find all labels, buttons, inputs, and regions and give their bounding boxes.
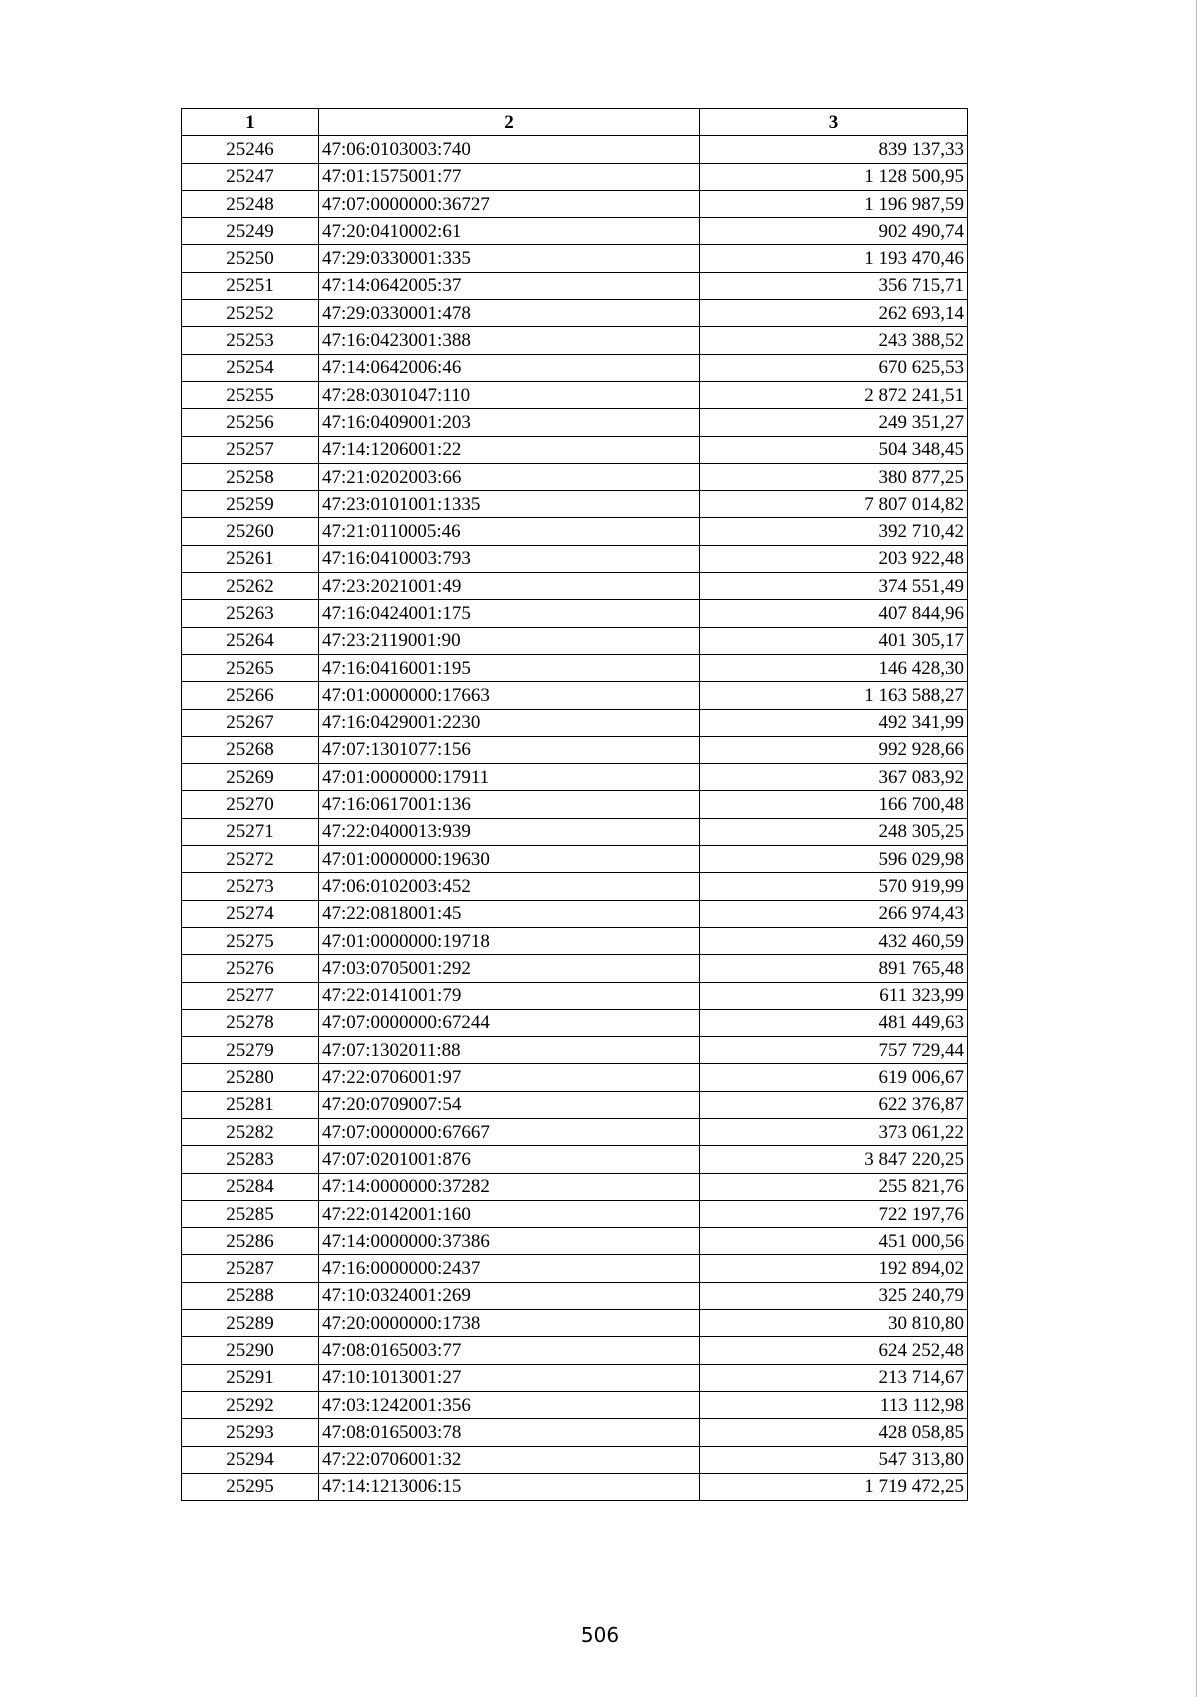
cadastral-value-cell: 992 928,66 — [700, 736, 968, 763]
cadastral-value-cell: 2 872 241,51 — [700, 381, 968, 408]
row-number-cell: 25264 — [182, 627, 319, 654]
row-number-cell: 25257 — [182, 436, 319, 463]
cadastral-number-cell: 47:10:1013001:27 — [319, 1364, 700, 1391]
page-edge-line — [1196, 0, 1197, 1697]
cadastral-number-cell: 47:16:0429001:2230 — [319, 709, 700, 736]
row-number-cell: 25273 — [182, 873, 319, 900]
table-row — [182, 982, 968, 1009]
table-row — [182, 1037, 968, 1064]
cadastral-number-cell: 47:29:0330001:478 — [319, 300, 700, 327]
row-number-cell: 25291 — [182, 1364, 319, 1391]
cadastral-number-cell: 47:07:0000000:67667 — [319, 1118, 700, 1145]
table-row — [182, 1255, 968, 1282]
cadastral-value-cell: 1 196 987,59 — [700, 190, 968, 217]
table-row — [182, 764, 968, 791]
cadastral-value-cell: 1 193 470,46 — [700, 245, 968, 272]
row-number-cell: 25251 — [182, 272, 319, 299]
cadastral-number-cell: 47:03:0705001:292 — [319, 955, 700, 982]
table-row — [182, 163, 968, 190]
cadastral-number-cell: 47:16:0409001:203 — [319, 409, 700, 436]
row-number-cell: 25281 — [182, 1091, 319, 1118]
cadastral-value-cell: 622 376,87 — [700, 1091, 968, 1118]
cadastral-number-cell: 47:22:0141001:79 — [319, 982, 700, 1009]
cadastral-number-cell: 47:01:0000000:17663 — [319, 682, 700, 709]
table-row — [182, 573, 968, 600]
cadastral-value-cell: 146 428,30 — [700, 654, 968, 681]
cadastral-number-cell: 47:14:0642005:37 — [319, 272, 700, 299]
cadastral-number-cell: 47:16:0424001:175 — [319, 600, 700, 627]
table-row — [182, 1310, 968, 1337]
cadastral-value-cell: 166 700,48 — [700, 791, 968, 818]
row-number-cell: 25288 — [182, 1282, 319, 1309]
table-row — [182, 1337, 968, 1364]
table-row — [182, 846, 968, 873]
table-row — [182, 1446, 968, 1473]
cadastral-value-cell: 432 460,59 — [700, 927, 968, 954]
cadastral-value-cell: 451 000,56 — [700, 1228, 968, 1255]
table-row — [182, 1091, 968, 1118]
cadastral-value-cell: 262 693,14 — [700, 300, 968, 327]
cadastral-number-cell: 47:01:0000000:19718 — [319, 927, 700, 954]
cadastral-value-cell: 670 625,53 — [700, 354, 968, 381]
cadastral-value-cell: 891 765,48 — [700, 955, 968, 982]
cadastral-value-cell: 213 714,67 — [700, 1364, 968, 1391]
cadastral-value-cell: 392 710,42 — [700, 518, 968, 545]
cadastral-number-cell: 47:20:0709007:54 — [319, 1091, 700, 1118]
table-header-row — [182, 109, 968, 136]
cadastral-number-cell: 47:22:0400013:939 — [319, 818, 700, 845]
table-row — [182, 654, 968, 681]
cadastral-number-cell: 47:21:0110005:46 — [319, 518, 700, 545]
column-header-2: 2 — [319, 109, 700, 136]
row-number-cell: 25271 — [182, 818, 319, 845]
cadastral-number-cell: 47:07:0201001:876 — [319, 1146, 700, 1173]
cadastral-number-cell: 47:14:1206001:22 — [319, 436, 700, 463]
cadastral-number-cell: 47:07:0000000:67244 — [319, 1009, 700, 1036]
cadastral-number-cell: 47:16:0423001:388 — [319, 327, 700, 354]
cadastral-value-cell: 249 351,27 — [700, 409, 968, 436]
table-row — [182, 245, 968, 272]
row-number-cell: 25279 — [182, 1037, 319, 1064]
cadastral-value-cell: 325 240,79 — [700, 1282, 968, 1309]
cadastral-value-cell: 757 729,44 — [700, 1037, 968, 1064]
table-row — [182, 354, 968, 381]
table-row — [182, 818, 968, 845]
table-row — [182, 1146, 968, 1173]
row-number-cell: 25280 — [182, 1064, 319, 1091]
cadastral-value-cell: 248 305,25 — [700, 818, 968, 845]
cadastral-value-cell: 570 919,99 — [700, 873, 968, 900]
cadastral-number-cell: 47:14:0642006:46 — [319, 354, 700, 381]
table-row — [182, 682, 968, 709]
row-number-cell: 25267 — [182, 709, 319, 736]
table-row — [182, 1009, 968, 1036]
row-number-cell: 25286 — [182, 1228, 319, 1255]
row-number-cell: 25249 — [182, 218, 319, 245]
cadastral-value-cell: 401 305,17 — [700, 627, 968, 654]
cadastral-number-cell: 47:16:0000000:2437 — [319, 1255, 700, 1282]
table-row — [182, 873, 968, 900]
cadastral-value-cell: 113 112,98 — [700, 1391, 968, 1418]
table-row — [182, 1118, 968, 1145]
cadastral-value-cell: 367 083,92 — [700, 764, 968, 791]
cadastral-number-cell: 47:08:0165003:77 — [319, 1337, 700, 1364]
row-number-cell: 25294 — [182, 1446, 319, 1473]
table-row — [182, 1173, 968, 1200]
cadastral-value-cell: 547 313,80 — [700, 1446, 968, 1473]
row-number-cell: 25262 — [182, 573, 319, 600]
table-row — [182, 627, 968, 654]
cadastral-number-cell: 47:07:1302011:88 — [319, 1037, 700, 1064]
cadastral-value-cell: 1 128 500,95 — [700, 163, 968, 190]
cadastral-value-cell: 266 974,43 — [700, 900, 968, 927]
table-row — [182, 1364, 968, 1391]
table-row — [182, 791, 968, 818]
row-number-cell: 25270 — [182, 791, 319, 818]
row-number-cell: 25247 — [182, 163, 319, 190]
cadastral-value-cell: 619 006,67 — [700, 1064, 968, 1091]
cadastral-value-cell: 428 058,85 — [700, 1419, 968, 1446]
cadastral-number-cell: 47:08:0165003:78 — [319, 1419, 700, 1446]
cadastral-value-cell: 1 719 472,25 — [700, 1473, 968, 1500]
cadastral-number-cell: 47:16:0410003:793 — [319, 545, 700, 572]
row-number-cell: 25255 — [182, 381, 319, 408]
cadastral-number-cell: 47:28:0301047:110 — [319, 381, 700, 408]
table-row — [182, 136, 968, 163]
cadastral-number-cell: 47:07:1301077:156 — [319, 736, 700, 763]
cadastral-number-cell: 47:23:0101001:1335 — [319, 491, 700, 518]
table-row — [182, 955, 968, 982]
cadastral-value-cell: 1 163 588,27 — [700, 682, 968, 709]
cadastral-value-table — [181, 108, 968, 1501]
cadastral-number-cell: 47:01:0000000:17911 — [319, 764, 700, 791]
table-row — [182, 1391, 968, 1418]
table-row — [182, 1228, 968, 1255]
table-row — [182, 545, 968, 572]
cadastral-number-cell: 47:10:0324001:269 — [319, 1282, 700, 1309]
table-row — [182, 300, 968, 327]
row-number-cell: 25275 — [182, 927, 319, 954]
page-number: 506 — [580, 1623, 620, 1647]
cadastral-number-cell: 47:16:0617001:136 — [319, 791, 700, 818]
row-number-cell: 25293 — [182, 1419, 319, 1446]
cadastral-number-cell: 47:03:1242001:356 — [319, 1391, 700, 1418]
cadastral-value-cell: 373 061,22 — [700, 1118, 968, 1145]
cadastral-number-cell: 47:01:1575001:77 — [319, 163, 700, 190]
cadastral-number-cell: 47:29:0330001:335 — [319, 245, 700, 272]
cadastral-number-cell: 47:20:0000000:1738 — [319, 1310, 700, 1337]
cadastral-value-cell: 481 449,63 — [700, 1009, 968, 1036]
row-number-cell: 25256 — [182, 409, 319, 436]
row-number-cell: 25290 — [182, 1337, 319, 1364]
row-number-cell: 25248 — [182, 190, 319, 217]
cadastral-value-cell: 243 388,52 — [700, 327, 968, 354]
cadastral-number-cell: 47:22:0142001:160 — [319, 1200, 700, 1227]
cadastral-number-cell: 47:22:0818001:45 — [319, 900, 700, 927]
table-row — [182, 190, 968, 217]
table-row — [182, 436, 968, 463]
row-number-cell: 25250 — [182, 245, 319, 272]
table-row — [182, 218, 968, 245]
cadastral-number-cell: 47:06:0103003:740 — [319, 136, 700, 163]
cadastral-value-cell: 380 877,25 — [700, 463, 968, 490]
cadastral-value-cell: 722 197,76 — [700, 1200, 968, 1227]
row-number-cell: 25253 — [182, 327, 319, 354]
table-row — [182, 1064, 968, 1091]
row-number-cell: 25274 — [182, 900, 319, 927]
cadastral-number-cell: 47:16:0416001:195 — [319, 654, 700, 681]
row-number-cell: 25287 — [182, 1255, 319, 1282]
cadastral-number-cell: 47:06:0102003:452 — [319, 873, 700, 900]
row-number-cell: 25265 — [182, 654, 319, 681]
cadastral-value-cell: 492 341,99 — [700, 709, 968, 736]
row-number-cell: 25295 — [182, 1473, 319, 1500]
row-number-cell: 25268 — [182, 736, 319, 763]
row-number-cell: 25260 — [182, 518, 319, 545]
row-number-cell: 25259 — [182, 491, 319, 518]
cadastral-value-cell: 902 490,74 — [700, 218, 968, 245]
table-row — [182, 900, 968, 927]
table-row — [182, 600, 968, 627]
table-row — [182, 491, 968, 518]
table-row — [182, 736, 968, 763]
cadastral-value-cell: 255 821,76 — [700, 1173, 968, 1200]
table-row — [182, 463, 968, 490]
cadastral-number-cell: 47:23:2021001:49 — [319, 573, 700, 600]
row-number-cell: 25289 — [182, 1310, 319, 1337]
cadastral-value-cell: 30 810,80 — [700, 1310, 968, 1337]
cadastral-number-cell: 47:20:0410002:61 — [319, 218, 700, 245]
cadastral-value-cell: 374 551,49 — [700, 573, 968, 600]
row-number-cell: 25292 — [182, 1391, 319, 1418]
cadastral-value-cell: 596 029,98 — [700, 846, 968, 873]
cadastral-number-cell: 47:22:0706001:97 — [319, 1064, 700, 1091]
cadastral-value-cell: 504 348,45 — [700, 436, 968, 463]
row-number-cell: 25277 — [182, 982, 319, 1009]
cadastral-value-cell: 203 922,48 — [700, 545, 968, 572]
row-number-cell: 25285 — [182, 1200, 319, 1227]
cadastral-value-cell: 192 894,02 — [700, 1255, 968, 1282]
row-number-cell: 25246 — [182, 136, 319, 163]
row-number-cell: 25283 — [182, 1146, 319, 1173]
row-number-cell: 25284 — [182, 1173, 319, 1200]
cadastral-number-cell: 47:14:1213006:15 — [319, 1473, 700, 1500]
table-row — [182, 409, 968, 436]
table-row — [182, 1419, 968, 1446]
cadastral-number-cell: 47:14:0000000:37386 — [319, 1228, 700, 1255]
cadastral-value-cell: 356 715,71 — [700, 272, 968, 299]
table-row — [182, 1282, 968, 1309]
cadastral-value-cell: 407 844,96 — [700, 600, 968, 627]
cadastral-value-cell: 611 323,99 — [700, 982, 968, 1009]
column-header-3: 3 — [700, 109, 968, 136]
cadastral-number-cell: 47:21:0202003:66 — [319, 463, 700, 490]
table-row — [182, 518, 968, 545]
row-number-cell: 25278 — [182, 1009, 319, 1036]
table-row — [182, 927, 968, 954]
row-number-cell: 25272 — [182, 846, 319, 873]
table-row — [182, 327, 968, 354]
cadastral-value-cell: 7 807 014,82 — [700, 491, 968, 518]
row-number-cell: 25276 — [182, 955, 319, 982]
table-row — [182, 709, 968, 736]
table-row — [182, 1200, 968, 1227]
row-number-cell: 25252 — [182, 300, 319, 327]
cadastral-number-cell: 47:23:2119001:90 — [319, 627, 700, 654]
row-number-cell: 25254 — [182, 354, 319, 381]
row-number-cell: 25258 — [182, 463, 319, 490]
cadastral-number-cell: 47:14:0000000:37282 — [319, 1173, 700, 1200]
cadastral-value-cell: 839 137,33 — [700, 136, 968, 163]
row-number-cell: 25269 — [182, 764, 319, 791]
row-number-cell: 25282 — [182, 1118, 319, 1145]
cadastral-value-cell: 3 847 220,25 — [700, 1146, 968, 1173]
table-row — [182, 381, 968, 408]
row-number-cell: 25263 — [182, 600, 319, 627]
cadastral-number-cell: 47:01:0000000:19630 — [319, 846, 700, 873]
table-row — [182, 1473, 968, 1500]
cadastral-value-cell: 624 252,48 — [700, 1337, 968, 1364]
table-body — [182, 136, 968, 1501]
cadastral-number-cell: 47:07:0000000:36727 — [319, 190, 700, 217]
row-number-cell: 25261 — [182, 545, 319, 572]
cadastral-number-cell: 47:22:0706001:32 — [319, 1446, 700, 1473]
row-number-cell: 25266 — [182, 682, 319, 709]
column-header-1: 1 — [182, 109, 319, 136]
table-row — [182, 272, 968, 299]
